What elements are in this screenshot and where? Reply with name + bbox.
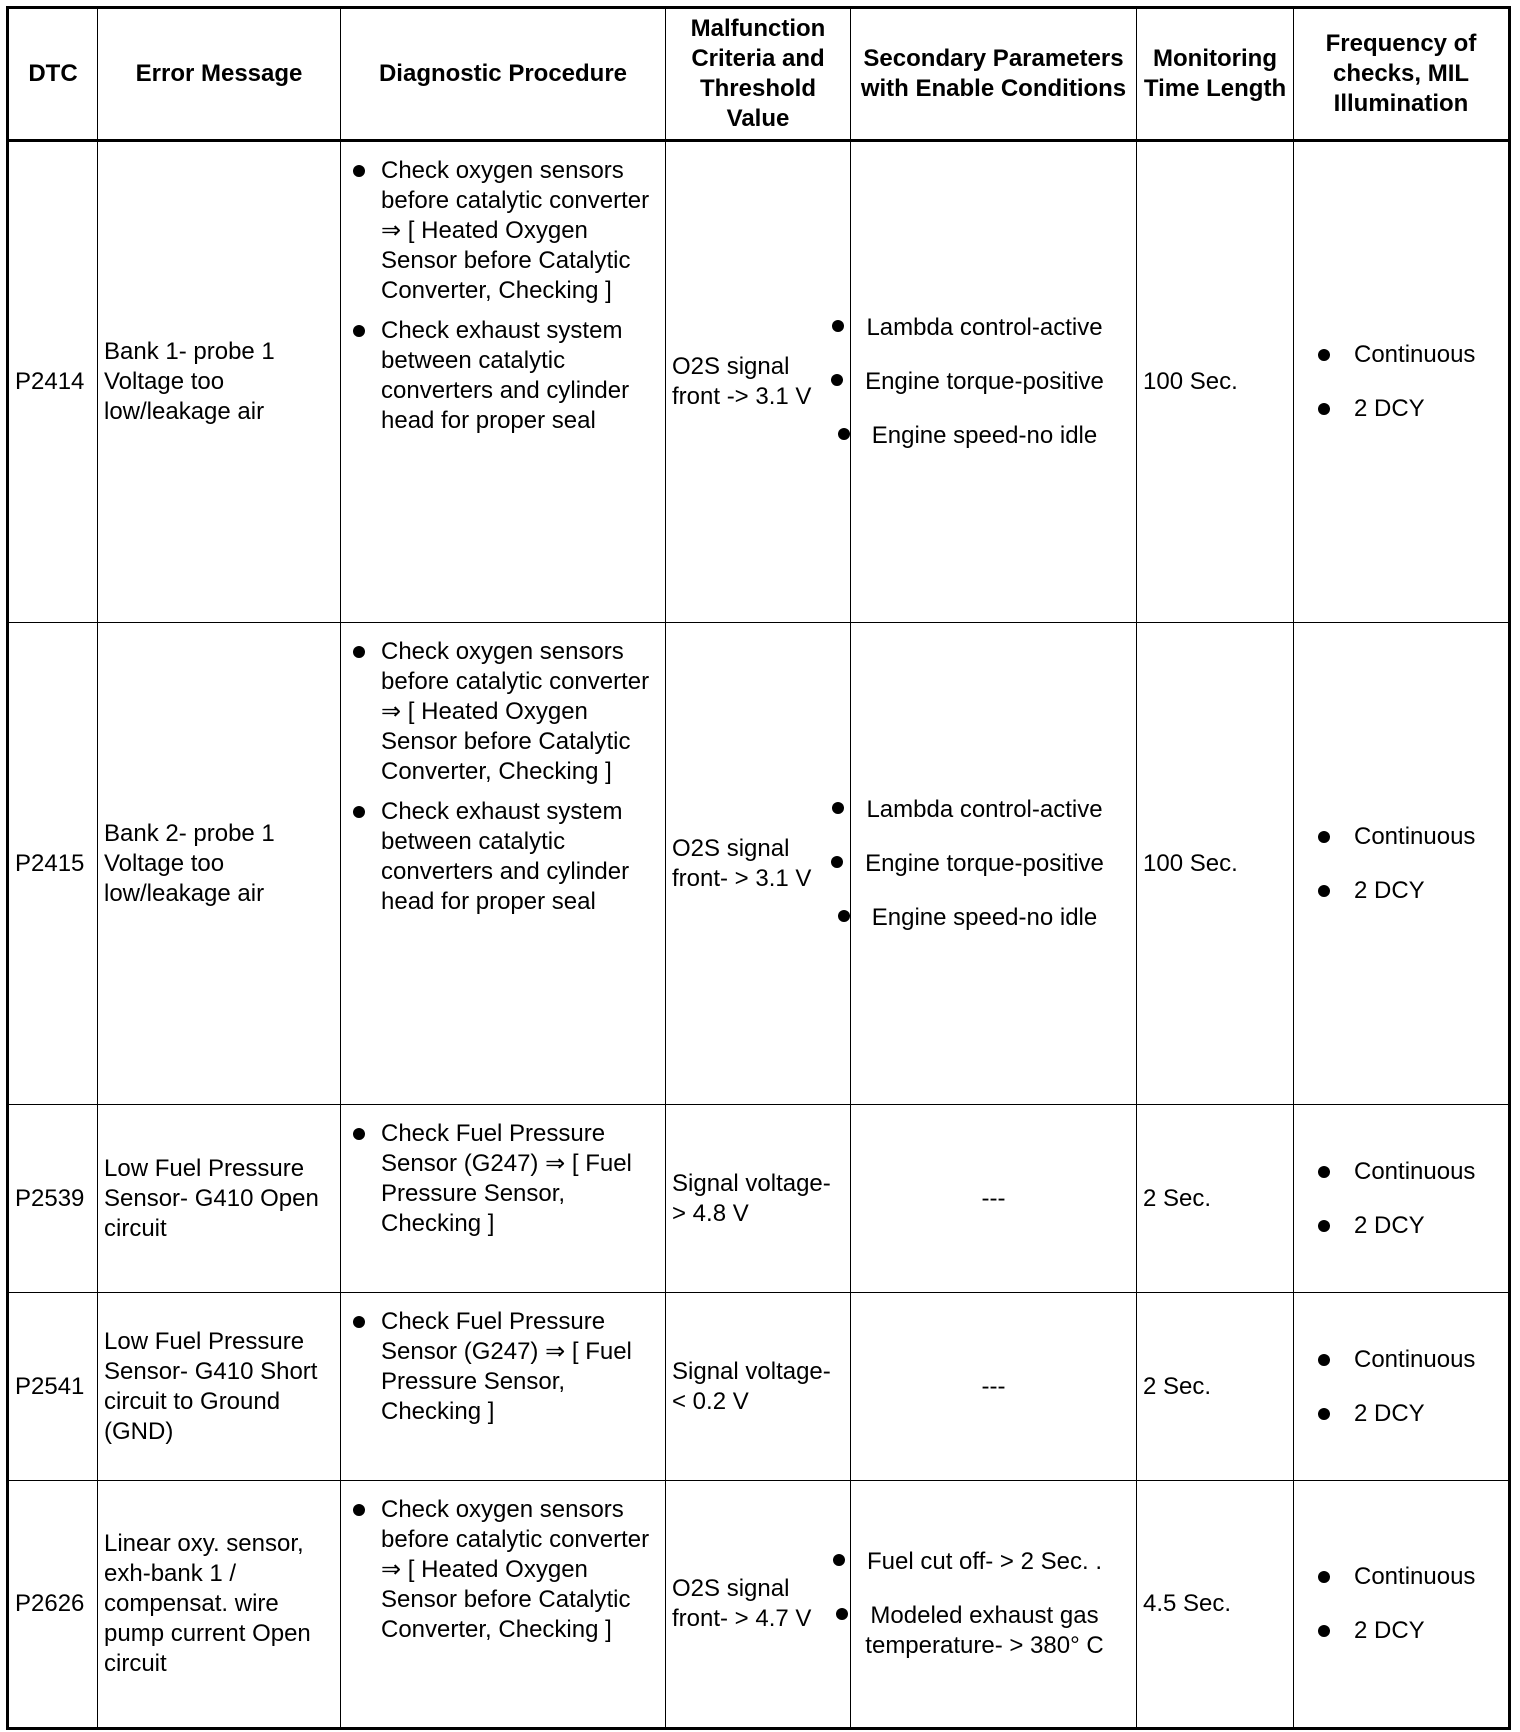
monitoring-time: 100 Sec. [1137,141,1294,623]
dtc-code: P2541 [8,1293,98,1481]
frequency-item: 2 DCY [1300,876,1502,906]
frequency-item: Continuous [1300,340,1502,370]
diagnostic-procedure [341,1293,666,1481]
frequency-item: 2 DCY [1300,1616,1502,1646]
malfunction-criteria: O2S signal front -> 3.1 V [666,141,851,623]
procedure-step: Check Fuel Pressure Sensor (G247) ⇒ [ Fuel Pressure Sensor, Checking ] [347,1307,659,1427]
dtc-table [6,6,1511,1730]
enable-conditions [851,1481,1137,1729]
table-row [8,141,1510,623]
monitoring-time: 2 Sec. [1137,1293,1294,1481]
enable-condition: Lambda control-active [857,313,1130,343]
header-row [8,8,1510,141]
frequency-item: 2 DCY [1300,1211,1502,1241]
enable-conditions [851,623,1137,1105]
enable-condition: Fuel cut off- > 2 Sec. . [857,1547,1130,1577]
enable-condition: Lambda control-active [857,795,1130,825]
enable-condition: Engine speed-no idle [857,903,1130,933]
frequency [1294,1293,1510,1481]
frequency-item: 2 DCY [1300,1399,1502,1429]
table-row [8,1481,1510,1729]
frequency-item: Continuous [1300,1345,1502,1375]
table-row [8,623,1510,1105]
diagnostic-procedure [341,1481,666,1729]
malfunction-criteria: O2S signal front- > 4.7 V [666,1481,851,1729]
frequency [1294,1105,1510,1293]
enable-conditions [851,141,1137,623]
procedure-step: Check oxygen sensors before catalytic converter ⇒ [ Heated Oxygen Sensor before Catalytic Converter, Checking ] [347,637,659,787]
monitoring-time: 2 Sec. [1137,1105,1294,1293]
dtc-code: P2415 [8,623,98,1105]
header-diagnostic-procedure: Diagnostic Procedure [341,8,666,141]
enable-condition: Engine torque-positive [857,367,1130,397]
monitoring-time: 100 Sec. [1137,623,1294,1105]
frequency-item: Continuous [1300,1157,1502,1187]
header-error-message: Error Message [98,8,341,141]
dtc-code: P2414 [8,141,98,623]
table-row [8,1105,1510,1293]
malfunction-criteria: Signal voltage- < 0.2 V [666,1293,851,1481]
enable-condition: Modeled exhaust gas temperature- > 380° C [857,1601,1130,1661]
enable-conditions: --- [851,1293,1137,1481]
header-dtc: DTC [8,8,98,141]
procedure-step: Check oxygen sensors before catalytic converter ⇒ [ Heated Oxygen Sensor before Catalytic Converter, Checking ] [347,156,659,306]
dtc-code: P2539 [8,1105,98,1293]
procedure-step: Check exhaust system between catalytic converters and cylinder head for proper seal [347,797,659,917]
procedure-step: Check exhaust system between catalytic converters and cylinder head for proper seal [347,316,659,436]
frequency-item: 2 DCY [1300,394,1502,424]
header-frequency: Frequency of checks, MIL Illumination [1294,8,1510,141]
diagnostic-procedure [341,141,666,623]
error-message: Bank 2- probe 1 Voltage too low/leakage air [98,623,341,1105]
monitoring-time: 4.5 Sec. [1137,1481,1294,1729]
frequency [1294,1481,1510,1729]
dtc-code: P2626 [8,1481,98,1729]
enable-condition: Engine torque-positive [857,849,1130,879]
header-monitoring-time: Monitoring Time Length [1137,8,1294,141]
header-malfunction-criteria: Malfunction Criteria and Threshold Value [666,8,851,141]
frequency-item: Continuous [1300,822,1502,852]
enable-condition: Engine speed-no idle [857,421,1130,451]
error-message: Bank 1- probe 1 Voltage too low/leakage air [98,141,341,623]
frequency-item: Continuous [1300,1562,1502,1592]
error-message: Low Fuel Pressure Sensor- G410 Open circuit [98,1105,341,1293]
procedure-step: Check oxygen sensors before catalytic converter ⇒ [ Heated Oxygen Sensor before Catalytic Converter, Checking ] [347,1495,659,1645]
diagnostic-procedure [341,623,666,1105]
frequency [1294,141,1510,623]
diagnostic-procedure [341,1105,666,1293]
malfunction-criteria: O2S signal front- > 3.1 V [666,623,851,1105]
frequency [1294,623,1510,1105]
table-row [8,1293,1510,1481]
procedure-step: Check Fuel Pressure Sensor (G247) ⇒ [ Fuel Pressure Sensor, Checking ] [347,1119,659,1239]
header-secondary-parameters: Secondary Parameters with Enable Conditions [851,8,1137,141]
malfunction-criteria: Signal voltage- > 4.8 V [666,1105,851,1293]
error-message: Linear oxy. sensor, exh-bank 1 / compensat. wire pump current Open circuit [98,1481,341,1729]
error-message: Low Fuel Pressure Sensor- G410 Short circuit to Ground (GND) [98,1293,341,1481]
enable-conditions: --- [851,1105,1137,1293]
